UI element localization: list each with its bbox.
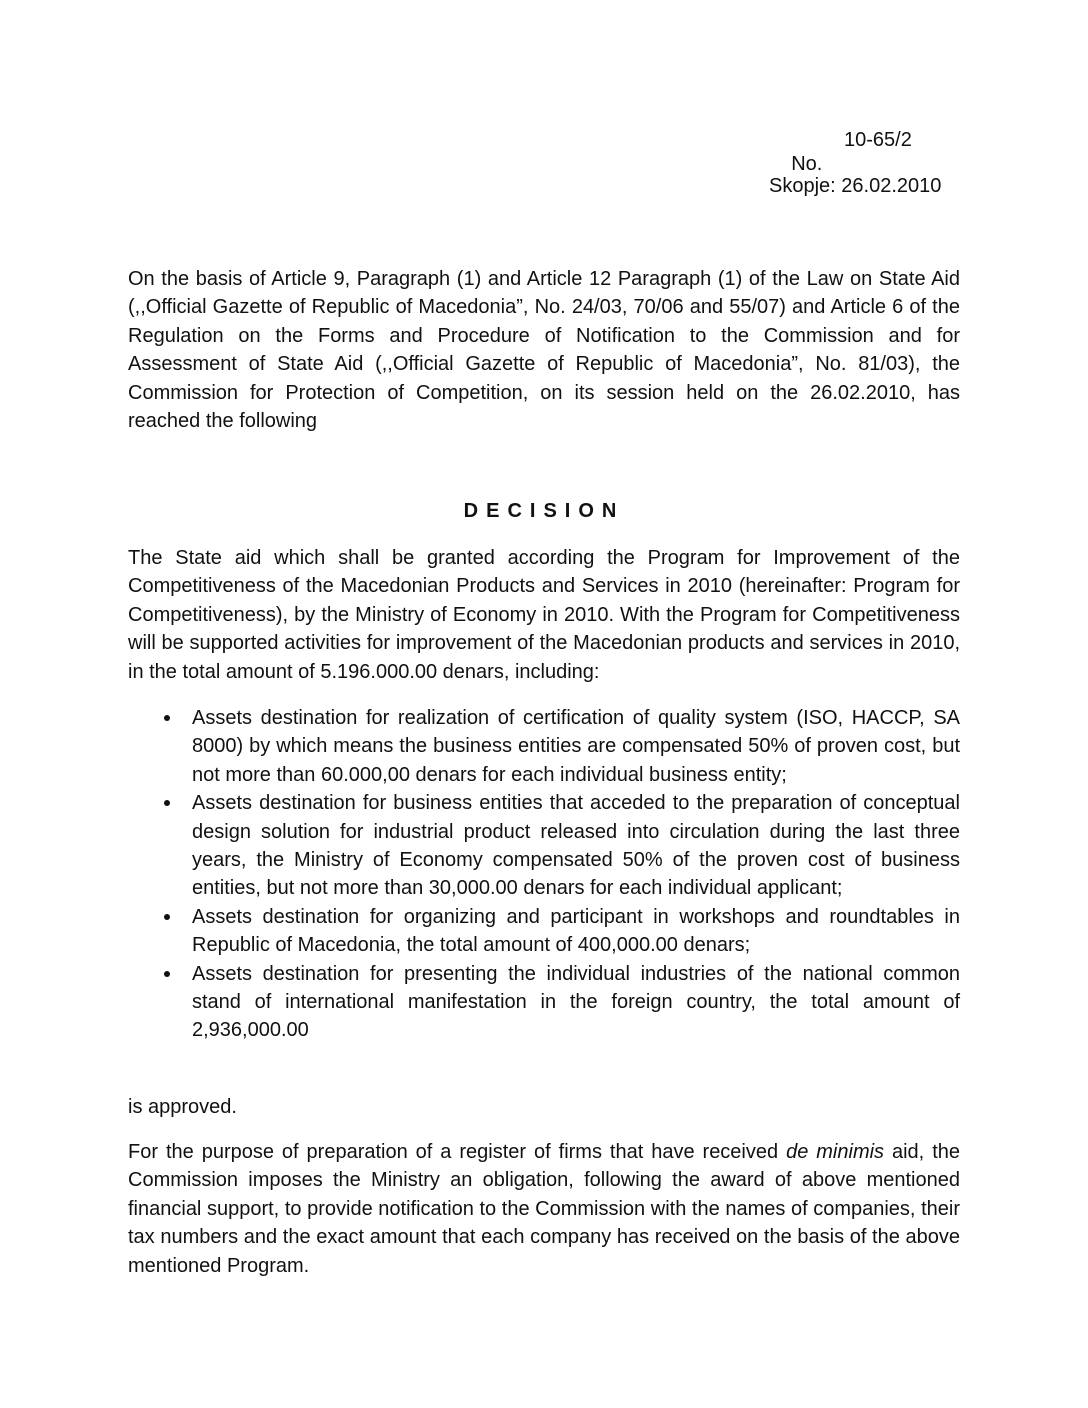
list-item-text: Assets destination for business entities that acceded to the preparation of conceptual design solution for industrial product released into circulation during the last three years, the Ministry of Economy compensated 50% of the proven cost of business entities, but not more than 30,000.00 denars for each individual applicant;	[192, 792, 960, 900]
list-item	[128, 789, 960, 903]
list-item	[128, 704, 960, 789]
bullet-icon	[164, 914, 170, 920]
bullet-icon	[164, 715, 170, 721]
list-item-text: Assets destination for organizing and participant in workshops and roundtables in Republic of Macedonia, the total amount of 400,000.00 denars;	[192, 905, 960, 957]
obligation-text-end: aid, the Commission imposes the Ministry an obligation, following the award of above mentioned financial support, to provide notification to the Commission with the names of companies, their tax numbers and the exact amount that each company has received on the basis of the above mentioned Program.	[128, 1141, 960, 1277]
place-date: Skopje: 26.02.2010	[769, 175, 942, 197]
decision-title: DECISION	[463, 500, 625, 522]
assets-list	[128, 704, 960, 1045]
list-item	[128, 960, 960, 1045]
reference-number-label: No.	[791, 153, 823, 175]
obligation-paragraph	[128, 1138, 960, 1280]
decision-body-paragraph: The State aid which shall be granted according the Program for Improvement of the Competitiveness of the Macedonian Products and Services in 2010 (hereinafter: Program for Competitiveness), by the Ministry of Economy in 2010. With the Program for Competitiveness will be supported activities for improvement of the Macedonian products and services in 2010, in the total amount of 5.196.000.00 denars, including:	[128, 547, 960, 683]
list-item-text: Assets destination for realization of certification of quality system (ISO, HACCP, SA 8000) by which means the business entities are compensated 50% of proven cost, but not more than 60.000,00 denars for each individual business entity;	[192, 707, 960, 786]
obligation-text-start: For the purpose of preparation of a register of firms that have received	[128, 1141, 787, 1163]
list-item	[128, 903, 960, 960]
approved-line: is approved.	[128, 1096, 237, 1118]
list-item-text: Assets destination for presenting the individual industries of the national common stand of international manifestation in the foreign country, the total amount of 2,936,000.00	[192, 962, 960, 1042]
intro-paragraph: On the basis of Article 9, Paragraph (1) and Article 12 Paragraph (1) of the Law on State Aid (,,Official Gazette of Republic of Macedonia”, No. 24/03, 70/06 and 55/07) and Article 6 of the Regulation on the Forms and Procedure of Notification to the Commission and for Assessment of State Aid (,,Official Gazette of Republic of Macedonia”, No. 81/03), the Commission for Protection of Competition, on its session held on the 26.02.2010, has reached the following	[128, 268, 960, 433]
bullet-icon	[164, 971, 170, 977]
obligation-italic-term: de minimis	[786, 1141, 885, 1163]
bullet-icon	[164, 800, 170, 806]
reference-number-value: 10-65/2	[844, 129, 912, 151]
